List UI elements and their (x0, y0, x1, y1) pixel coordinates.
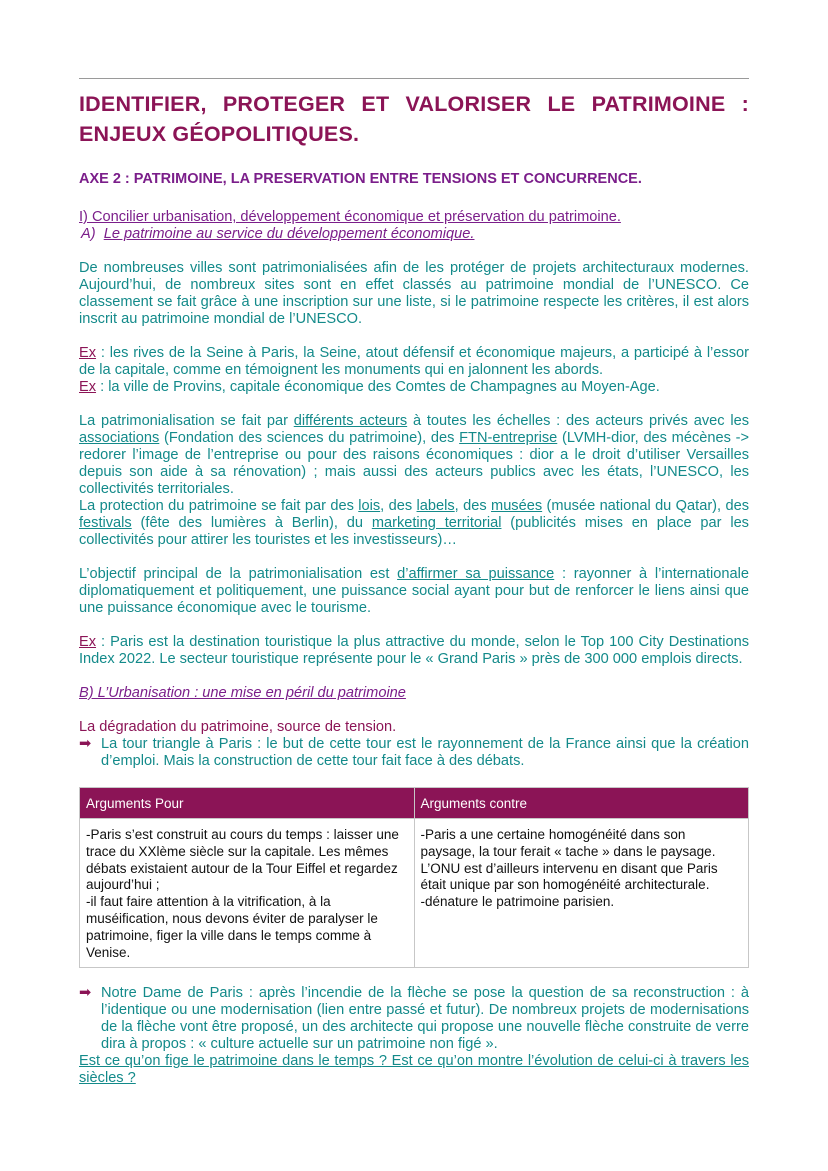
subsection-heading-b: B) L’Urbanisation : une mise en péril du patrimoine (79, 685, 406, 701)
bullet-notre-dame (79, 985, 749, 1053)
text-run: , des (380, 498, 417, 514)
subsection-heading-a (79, 226, 749, 243)
keyword-festivals: festivals (79, 515, 132, 531)
example-seine (79, 345, 749, 379)
text-run: (Fondation des sciences du patrimoine), des (159, 430, 460, 446)
document-page (79, 78, 749, 1087)
keyword-puissance: d’affirmer sa puissance (397, 566, 555, 582)
argument-item: -Paris a une certaine homogénéité dans son paysage, la tour ferait « tache » dans le paysage. L’ONU est d’ailleurs intervenu en disant que Paris était unique par son homogénéité architecturale. (420, 827, 718, 893)
paragraph-unesco: De nombreuses villes sont patrimonialisées afin de les protéger de projets architecturaux modernes. Aujourd’hui, de nombreux sites sont en effet classés au patrimoine mondial de l’UNESCO. Ce classement se fait grâce à une inscription sur une liste, si le patrimoine respecte les critères, il est alors inscrit au patrimoine mondial de l’UNESCO. (79, 260, 749, 327)
bullet-tour-triangle (79, 736, 749, 770)
paragraph-acteurs (79, 413, 749, 498)
keyword-acteurs: différents acteurs (293, 413, 408, 429)
keyword-marketing: marketing territorial (371, 515, 502, 531)
axis-heading: AXE 2 : PATRIMOINE, LA PRESERVATION ENTRE TENSIONS ET CONCURRENCE. (79, 171, 642, 187)
argument-item: -il faut faire attention à la vitrification, à la muséification, nous devons éviter de paralyser le patrimoine, figer la ville dans le temps comme à Venise. (86, 894, 378, 960)
text-run: La patrimonialisation se fait par (79, 413, 294, 429)
example-text: : les rives de la Seine à Paris, la Seine, atout défensif et économique majeurs, a participé à l’essor de la capitale, comme en témoignent les monuments qui en jalonnent les abords. (79, 345, 749, 378)
arguments-table (79, 787, 749, 968)
page-title: IDENTIFIER, PROTEGER ET VALORISER LE PATRIMOINE : ENJEUX GÉOPOLITIQUES. (79, 92, 749, 146)
text-run: La protection du patrimoine se fait par des (79, 498, 359, 514)
text-run: (fête des lumières à Berlin), du (131, 515, 372, 531)
text-run: , des (454, 498, 492, 514)
text-run: : rayonner à l’internationale diplomatiquement et politiquement, une puissance social ayant pour but de renforcer le liens ainsi que une puissance économique avec le tourisme. (79, 566, 749, 616)
example-provins (79, 379, 749, 396)
example-label: Ex (79, 634, 97, 650)
text-run: (musée national du Qatar), des (542, 498, 750, 514)
cell-arguments-pour (80, 819, 415, 968)
bullet-text: Notre Dame de Paris : après l’incendie de la flèche se pose la question de sa reconstruction : à l’identique ou une modernisation (lien entre passé et futur). De nombreux projets de modernisations de la flèche vont être proposé, un des architecte qui propose une nouvelle flèche construite de verre dira à propos : « culture actuelle sur un patrimoine non figé ». (101, 985, 749, 1053)
example-text: : la ville de Provins, capitale économique des Comtes de Champagnes au Moyen-Age. (96, 379, 660, 395)
header-arguments-pour: Arguments Pour (80, 788, 415, 819)
example-text: : Paris est la destination touristique la plus attractive du monde, selon le Top 100 City Destinations Index 2022. Le secteur touristique représente pour le « Grand Paris » près de 300 000 emplois directs. (79, 634, 749, 667)
header-arguments-contre: Arguments contre (414, 788, 749, 819)
keyword-associations: associations (79, 430, 160, 446)
cell-arguments-contre (414, 819, 749, 968)
example-paris-tourism (79, 634, 749, 668)
text-run: (publicités mises en place par les collectivités pour attirer les touristes et les investisseurs)… (79, 515, 749, 548)
top-divider (79, 78, 749, 79)
subsection-a-title: Le patrimoine au service du développement économique. (103, 226, 475, 242)
keyword-lois: lois (358, 498, 381, 514)
bullet-text: La tour triangle à Paris : le but de cette tour est le rayonnement de la France ainsi que la création d’emploi. Mais la construction de cette tour fait face à des débats. (101, 736, 749, 769)
example-label: Ex (79, 379, 97, 395)
arrow-right-icon: ➡ (79, 985, 92, 1002)
argument-item: -Paris s’est construit au cours du temps : laisser une trace du XXlème siècle sur la capitale. Les mêmes débats existaient autour de la Tour Eiffel et regardez aujourd’hui ; (86, 827, 399, 893)
text-run: à toutes les échelles : des acteurs privés avec les (407, 413, 749, 429)
keyword-labels: labels (416, 498, 455, 514)
example-label: Ex (79, 345, 97, 361)
paragraph-puissance (79, 566, 749, 617)
arrow-right-icon: ➡ (79, 736, 92, 752)
keyword-musees: musées (491, 498, 543, 514)
text-run: (LVMH-dior, des mécènes -> redorer l’image de l’entreprise ou pour des raisons économiques : dior a le droit d’utiliser Versailles depuis son aide à sa rénovation) ; mais aussi des acteurs publics avec les états, l’UNESCO, les collectivités territoriales. (79, 430, 749, 497)
degradation-heading: La dégradation du patrimoine, source de tension. (79, 719, 397, 735)
paragraph-protection (79, 498, 749, 549)
text-run: L’objectif principal de la patrimonialisation est (79, 566, 398, 582)
argument-item: -dénature le patrimoine parisien. (420, 894, 615, 910)
closing-question: Est ce qu’on fige le patrimoine dans le temps ? Est ce qu’on montre l’évolution de celui-ci à travers les siècles ? (79, 1053, 749, 1087)
keyword-ftn: FTN-entreprise (459, 430, 558, 446)
subsection-a-prefix: A) (81, 226, 96, 242)
section-heading-1: I) Concilier urbanisation, développement économique et préservation du patrimoine. (79, 209, 621, 225)
